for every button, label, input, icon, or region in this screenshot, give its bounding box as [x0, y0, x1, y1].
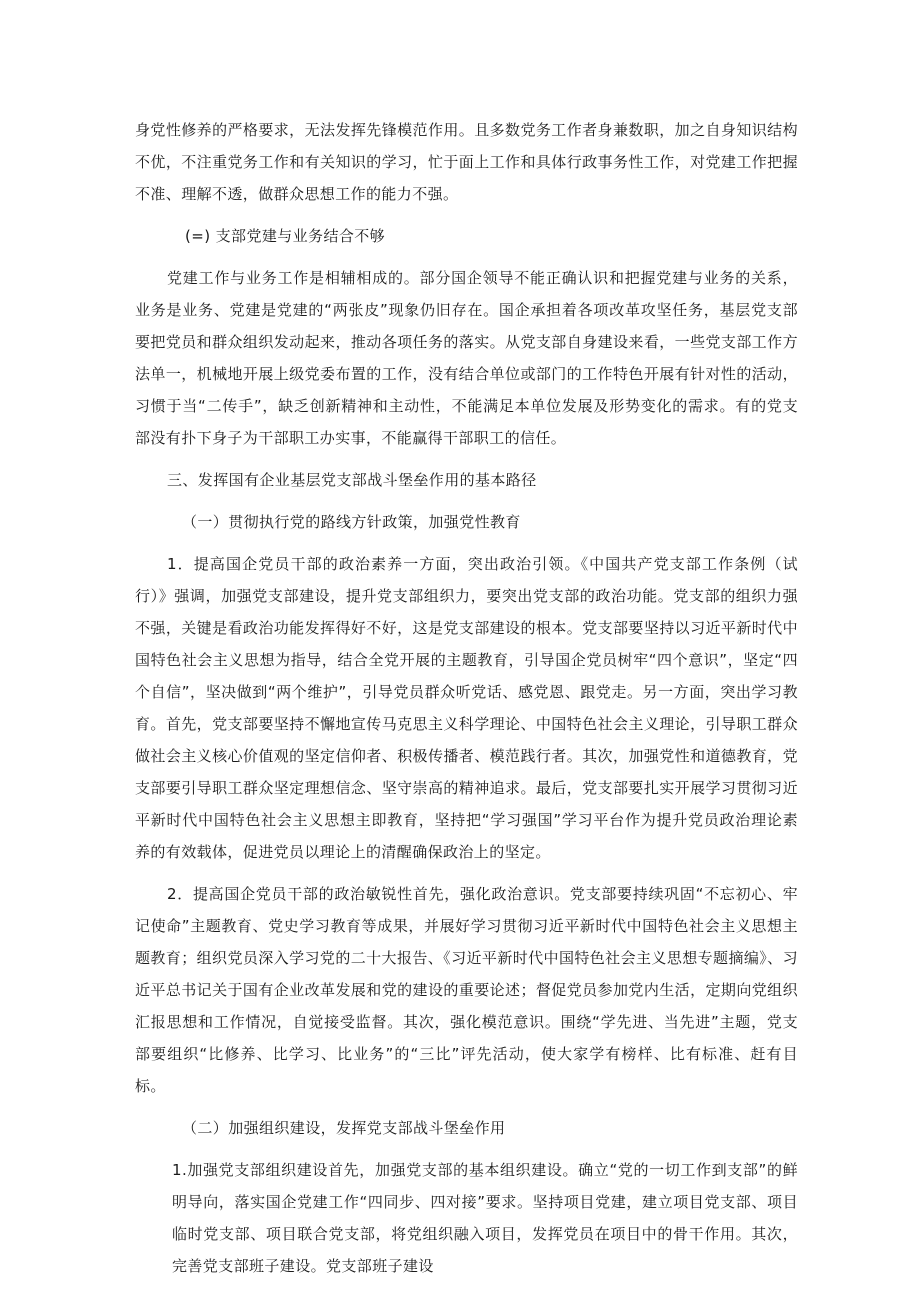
paragraph-item-3: 1.加强党支部组织建设首先，加强党支部的基本组织建设。确立“党的一切工作到支部”的鲜明导向，落实国企党建工作“四同步、四对接”要求。坚持项目党建，建立项目党支部、项目临时党支部、项目联合党支部，将党组织融入项目，发挥党员在项目中的骨干作用。其次，完善党支部班子建设。党支部班子建设: [172, 1161, 798, 1275]
paragraph-sub3: 党建工作与业务工作是相辅相成的。部分国企领导不能正确认识和把握党建与业务的关系，业务是业务、党建是党建的“两张皮”现象仍旧存在。国企承担着各项改革攻坚任务，基层党支部要把党员和群众组织发动起来，推动各项任务的落实。从党支部自身建设来看，一些党支部工作方法单一，机械地开展上级党委布置的工作，没有结合单位或部门的工作特色开展有针对性的活动，习惯于当“二传手”，缺乏创新精神和主动性，不能满足本单位发展及形势变化的需求。有的党支部没有扑下身子为干部职工办实事，不能赢得干部职工的信任。: [135, 269, 798, 447]
paragraph-item-2: 2．提高国企党员干部的政治敏锐性首先，强化政治意识。党支部要持续巩固“不忘初心、牢记使命”主题教育、党史学习教育等成果，并展好学习贯彻习近平新时代中国特色社会主义思想主题教育；组织党员深入学习党的二十大报告、《习近平新时代中国特色社会主义思想专题摘编》、习近平总书记关于国有企业改革发展和党的建设的重要论述；督促党员参加党内生活，定期向党组织汇报思想和工作情况，自觉接受监督。其次，强化模范意识。围绕“学先进、当先进”主题，党支部要组织“比修养、比学习、比业务”的“三比”评先活动，使大家学有榜样、比有标准、赶有目标。: [135, 885, 798, 1095]
heading-sub3: (=) 支部党建与业务结合不够: [185, 227, 386, 245]
heading-section-3: 三、发挥国有企业基层党支部战斗堡垒作用的基本路径: [167, 471, 537, 489]
paragraph-intro: 身党性修养的严格要求，无法发挥先锋模范作用。且多数党务工作者身兼数职，加之自身知识结构不优，不注重党务工作和有关知识的学习，忙于面上工作和具体行政事务性工作，对党建工作把握不准、理解不透，做群众思想工作的能力不强。: [135, 121, 798, 203]
paragraph-item-1: 1．提高国企党员干部的政治素养一方面，突出政治引领。《中国共产党支部工作条例（试行）》强调，加强党支部建设，提升党支部组织力，要突出党支部的政治功能。党支部的组织力强不强，关键是看政治功能发挥得好不好，这是党支部建设的根本。党支部要坚持以习近平新时代中国特色社会主义思想为指导，结合全党开展的主题教育，引导国企党员树牢“四个意识”，坚定“四个自信”，坚决做到“两个维护”，引导党员群众听党话、感党恩、跟党走。另一方面，突出学习教育。首先，党支部要坚持不懈地宣传马克思主义科学理论、中国特色社会主义理论，引导职工群众做社会主义核心价值观的坚定信仰者、积极传播者、模范践行者。其次，加强党性和道德教育，党支部要引导职工群众坚定理想信念、坚守崇高的精神追求。最后，党支部要扎实开展学习贯彻习近平新时代中国特色社会主义思想主即教育，坚持把“学习强国”学习平台作为提升党员政治理论素养的有效载体，促进党员以理论上的清醒确保政治上的坚定。: [135, 555, 798, 861]
heading-sub2: （二）加强组织建设，发挥党支部战斗堡垒作用: [182, 1119, 506, 1137]
document-body: [135, 114, 798, 1282]
heading-sub1: （一）贯彻执行党的路线方针政策，加强党性教育: [182, 513, 521, 531]
